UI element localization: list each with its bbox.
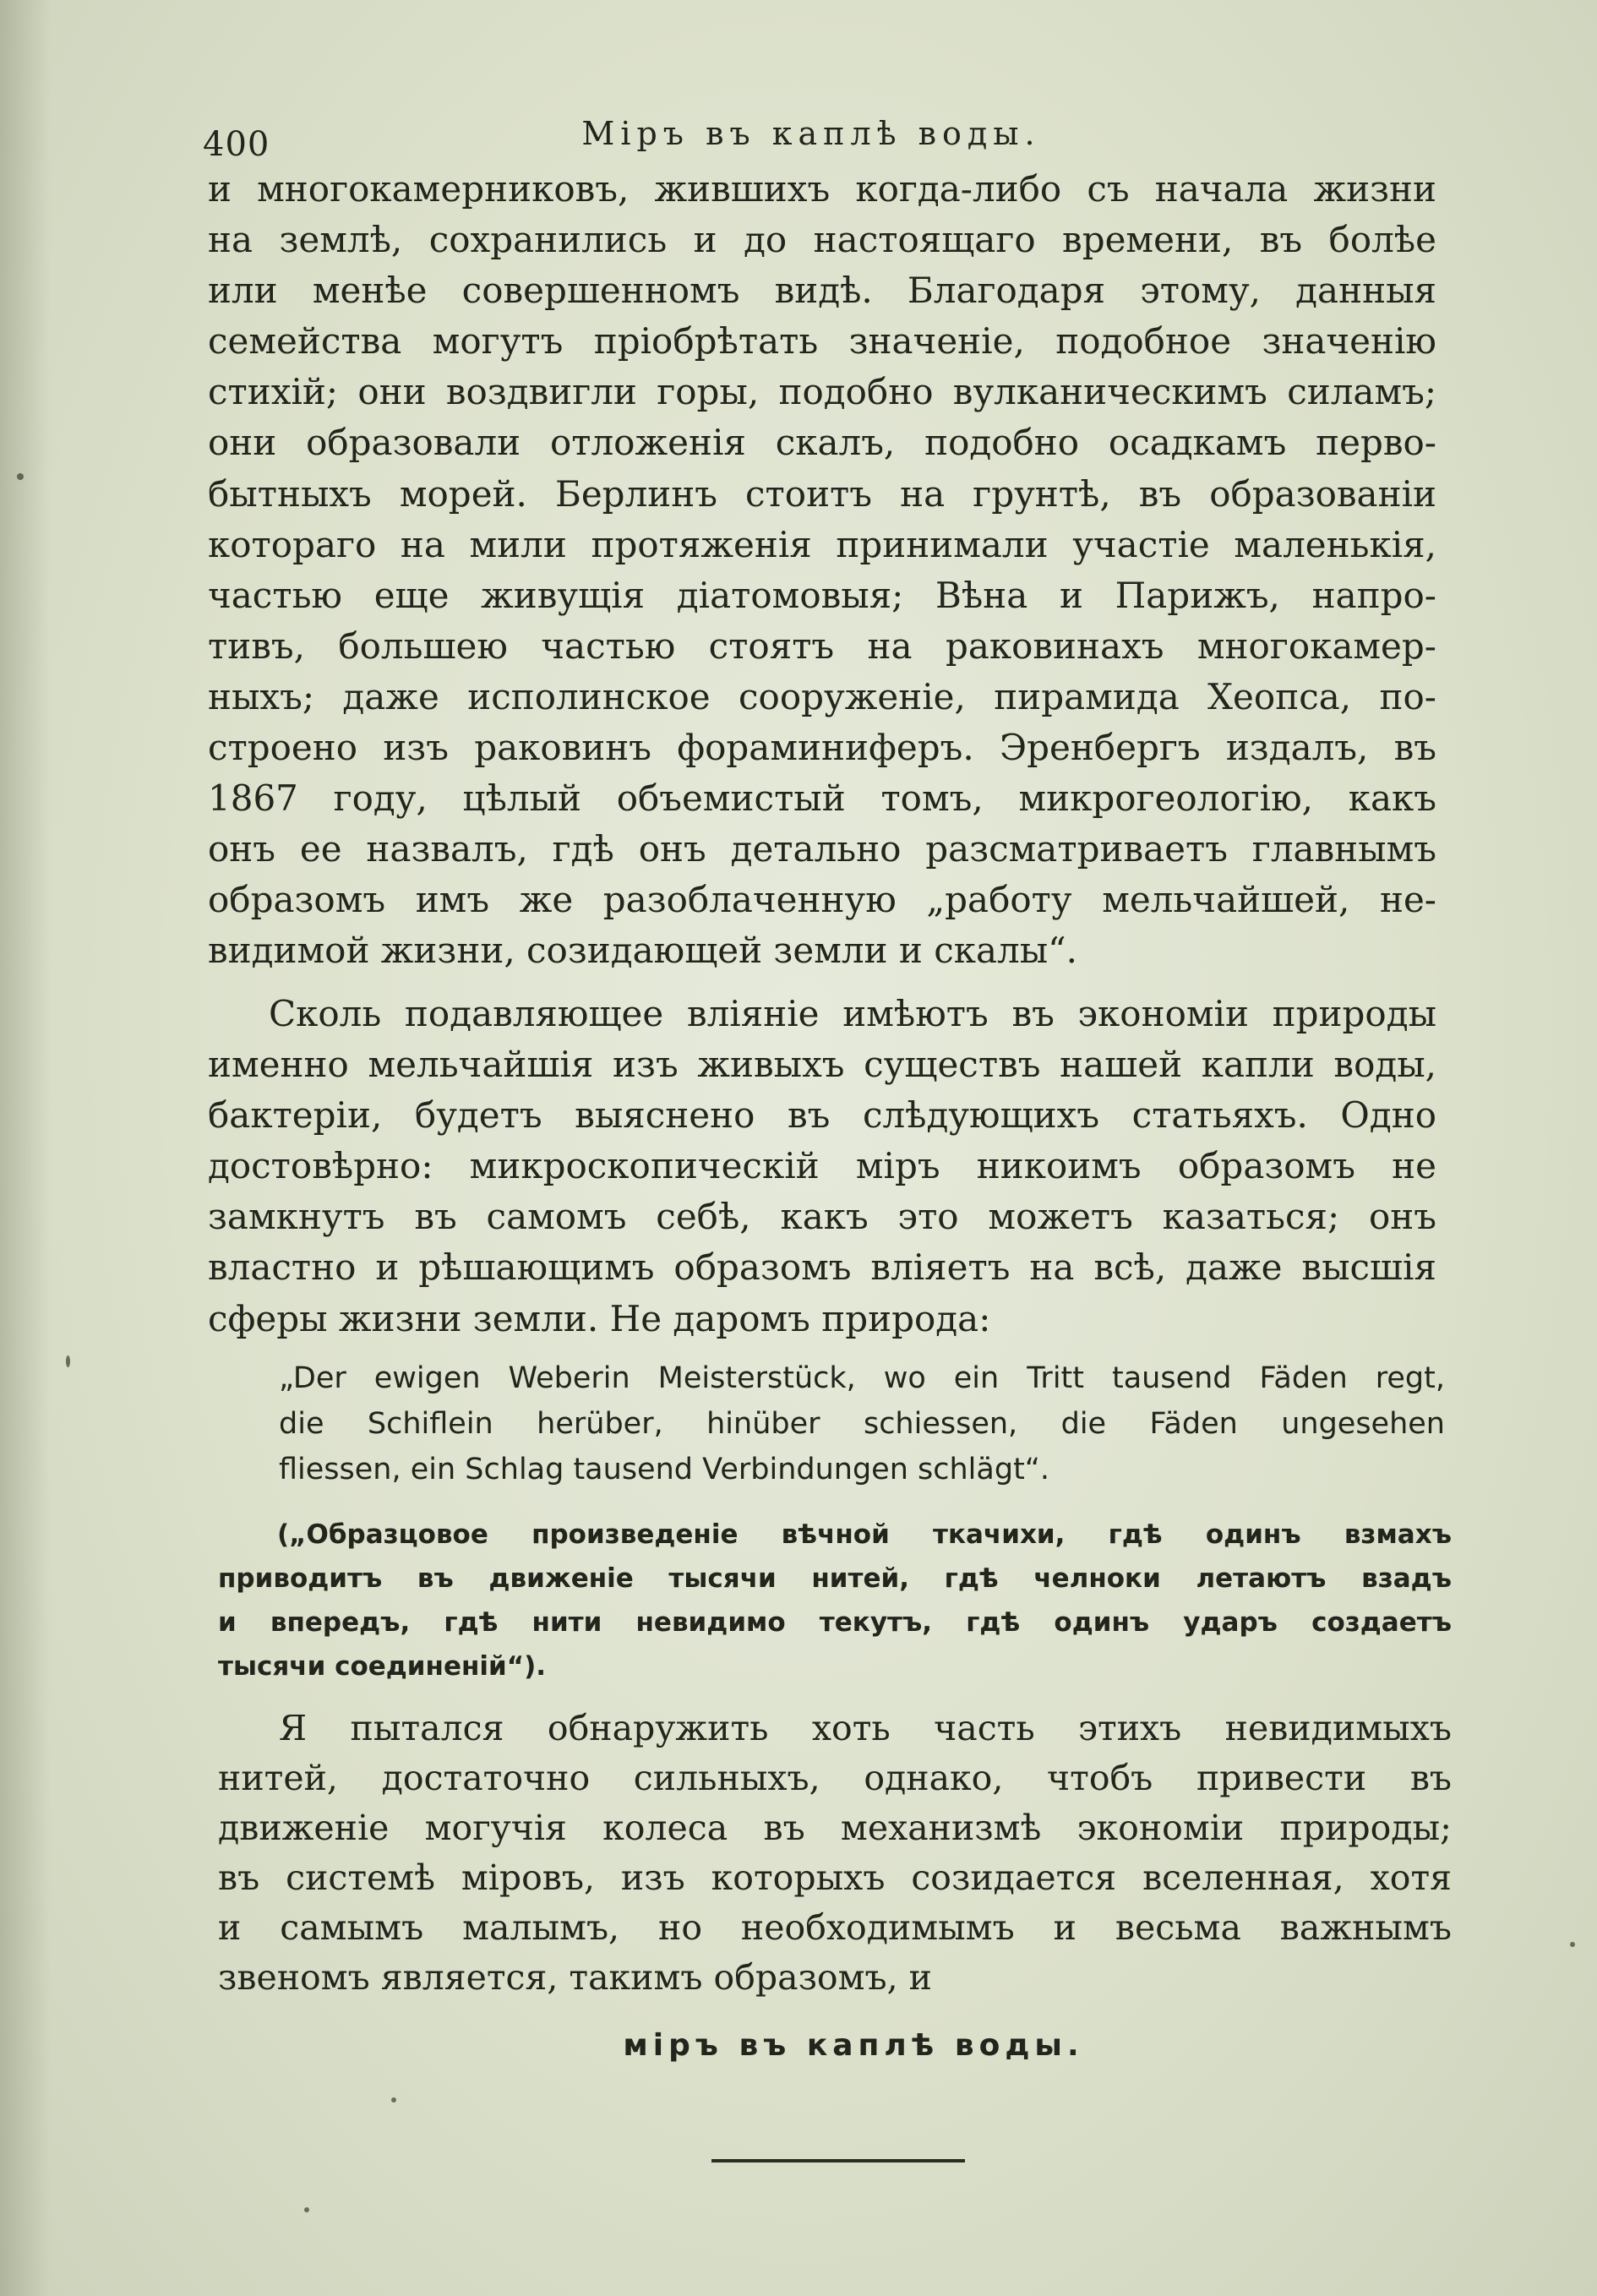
text-line: звеномъ является, такимъ образомъ, и: [218, 1957, 932, 1998]
quote-line: тысячи соединеній“).: [218, 1651, 547, 1682]
print-speck: [1570, 1942, 1575, 1947]
text-line: сферы жизни земли. Не даромъ природа:: [208, 1297, 991, 1339]
running-title: Міръ въ каплѣ воды.: [581, 115, 1041, 152]
print-speck: [66, 1355, 70, 1367]
text-line: бактеріи, будетъ выяснено въ слѣдующихъ статьяхъ. Одно: [208, 1094, 1436, 1137]
text-line: строено изъ раковинъ фораминиферъ. Эренбергъ издалъ, въ: [208, 727, 1436, 769]
print-speck: [17, 473, 24, 480]
text-line: на землѣ, сохранились и до настоящаго времени, въ болѣе: [208, 219, 1436, 261]
german-quotation: [279, 1355, 1445, 1492]
text-line: именно мельчайшія изъ живыхъ существъ нашей капли воды,: [208, 1044, 1436, 1086]
quote-line: и впередъ, гдѣ нити невидимо текутъ, гдѣ одинъ ударъ создаетъ: [218, 1607, 1452, 1638]
text-line: и многокамерниковъ, жившихъ когда-либо съ начала жизни: [208, 168, 1436, 210]
text-line: онъ ее назвалъ, гдѣ онъ детально разсматриваетъ главнымъ: [208, 828, 1436, 870]
text-line: ныхъ; даже исполинское сооруженіе, пирамида Хеопса, по-: [208, 675, 1436, 717]
text-line: Сколь подавляющее вліяніе имѣютъ въ экономіи природы: [269, 993, 1436, 1034]
text-line: тивъ, большею частью стоятъ на раковинахъ многокамер-: [208, 624, 1436, 667]
quote-line: die Schiflein herüber, hinüber schiessen, die Fäden ungesehen: [279, 1407, 1445, 1441]
paragraph-1: [208, 164, 1436, 977]
text-line: властно и рѣшающимъ образомъ вліяетъ на всѣ, даже высшія: [208, 1246, 1436, 1289]
text-line: достовѣрно: микроскопическій міръ никоимъ образомъ не: [208, 1145, 1436, 1187]
quotation-translation: [218, 1513, 1452, 1688]
quote-line: „Der ewigen Weberin Meisterstück, wo ein Tritt tausend Fäden regt,: [279, 1361, 1445, 1395]
page-number: 400: [203, 125, 270, 164]
closing-title: міръ въ каплѣ воды.: [623, 2028, 1084, 2063]
text-line: или менѣе совершенномъ видѣ. Благодаря этому, данныя: [208, 270, 1436, 312]
text-line: замкнутъ въ самомъ себѣ, какъ это можетъ казаться; онъ: [208, 1196, 1436, 1238]
text-line: образомъ имъ же разоблаченную „работу мельчайшей, не-: [208, 879, 1436, 921]
text-line: бытныхъ морей. Берлинъ стоитъ на грунтѣ, въ образованіи: [208, 472, 1436, 515]
quote-line: fliessen, ein Schlag tausend Verbindungen schlägt“.: [279, 1453, 1050, 1486]
paragraph-3: [218, 1704, 1452, 2003]
text-line: видимой жизни, созидающей земли и скалы“.: [208, 930, 1077, 972]
print-speck: [304, 2207, 309, 2212]
text-line: движеніе могучія колеса въ механизмѣ экономіи природы;: [218, 1808, 1452, 1848]
text-line: и самымъ малымъ, но необходимымъ и весьма важнымъ: [218, 1907, 1452, 1948]
paragraph-2: [208, 989, 1436, 1344]
text-line: семейства могутъ пріобрѣтать значеніе, подобное значенію: [208, 320, 1436, 363]
text-line: Я пытался обнаружить хоть часть этихъ невидимыхъ: [279, 1708, 1452, 1748]
quote-line: („Образцовое произведеніе вѣчной ткачихи, гдѣ одинъ взмахъ: [277, 1519, 1452, 1550]
page-edge-shadow: [0, 0, 51, 2296]
print-speck: [391, 2097, 396, 2102]
quote-line: приводитъ въ движеніе тысячи нитей, гдѣ челноки летаютъ взадъ: [218, 1563, 1452, 1594]
text-line: частью еще живущія діатомовыя; Вѣна и Парижъ, напро-: [208, 574, 1436, 616]
text-line: они образовали отложенія скалъ, подобно осадкамъ перво-: [208, 422, 1436, 464]
text-line: въ системѣ міровъ, изъ которыхъ созидается вселенная, хотя: [218, 1857, 1452, 1898]
text-line: стихій; они воздвигли горы, подобно вулканическимъ силамъ;: [208, 371, 1436, 413]
end-rule: [711, 2159, 965, 2162]
text-line: котораго на мили протяженія принимали участіе маленькія,: [208, 523, 1436, 565]
text-line: нитей, достаточно сильныхъ, однако, чтобъ привести въ: [218, 1758, 1452, 1798]
text-line: 1867 году, цѣлый объемистый томъ, микрогеологію, какъ: [208, 777, 1436, 820]
